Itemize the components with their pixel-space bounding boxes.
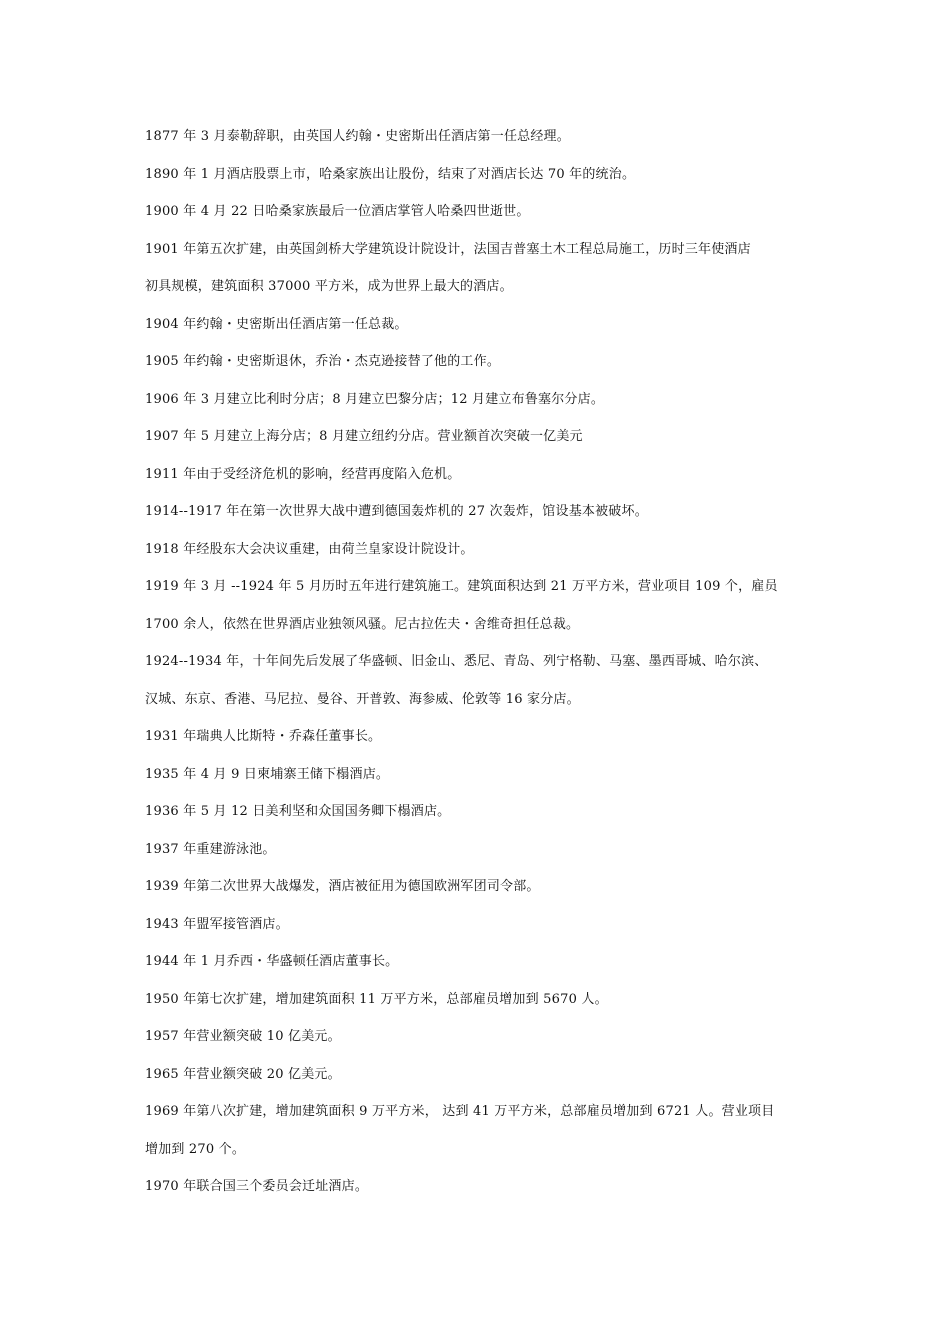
text-line: 1931 年瑞典人比斯特・乔森任董事长。 xyxy=(145,729,382,744)
text-line: 1944 年 1 月乔西・华盛顿任酒店董事长。 xyxy=(145,954,399,969)
text-line: 汉城、东京、香港、马尼拉、曼谷、开普敦、海参威、伦敦等 16 家分店。 xyxy=(145,691,580,707)
text-line: 1935 年 4 月 9 日柬埔寨王储下榻酒店。 xyxy=(145,766,390,782)
text-line: 1937 年重建游泳池。 xyxy=(145,841,276,857)
text-line: 1877 年 3 月泰勒辞职，由英国人约翰・史密斯出任酒店第一任总经理。 xyxy=(145,129,570,144)
text-line: 1905 年约翰・史密斯退休，乔治・杰克逊接替了他的工作。 xyxy=(145,354,501,369)
text-line: 1969 年第八次扩建，增加建筑面积 9 万平方米， 达到 41 万平方米，总部雇员增加到 6721 人。营业项目 xyxy=(145,1104,775,1119)
text-line: 1957 年营业额突破 10 亿美元。 xyxy=(145,1029,341,1044)
text-line: 1914--1917 年在第一次世界大战中遭到德国轰炸机的 27 次轰炸，馆设基本被破坏。 xyxy=(145,504,648,519)
text-line: 1924--1934 年，十年间先后发展了华盛顿、旧金山、悉尼、青岛、列宁格勒、马塞、墨西哥城、哈尔滨、 xyxy=(145,654,768,669)
text-line: 1939 年第二次世界大战爆发，酒店被征用为德国欧洲军团司令部。 xyxy=(145,879,540,894)
text-line: 1900 年 4 月 22 日哈桑家族最后一位酒店掌管人哈桑四世逝世。 xyxy=(145,204,530,219)
text-line: 1901 年第五次扩建，由英国剑桥大学建筑设计院设计，法国吉普塞土木工程总局施工，历时三年使酒店 xyxy=(145,241,751,257)
text-line: 1970 年联合国三个委员会迁址酒店。 xyxy=(145,1179,369,1194)
text-line: 1965 年营业额突破 20 亿美元。 xyxy=(145,1066,341,1082)
text-line: 1919 年 3 月 --1924 年 5 月历时五年进行建筑施工。建筑面积达到 21 万平方米，营业项目 109 个，雇员 xyxy=(145,579,778,594)
text-line: 1906 年 3 月建立比利时分店；8 月建立巴黎分店；12 月建立布鲁塞尔分店。 xyxy=(145,391,605,407)
text-line: 1943 年盟军接管酒店。 xyxy=(145,916,289,932)
document-body xyxy=(145,124,810,1212)
text-line: 1907 年 5 月建立上海分店；8 月建立纽约分店。营业额首次突破一亿美元 xyxy=(145,429,583,444)
text-line: 1700 余人，依然在世界酒店业独领风骚。尼古拉佐夫・舍维奇担任总裁。 xyxy=(145,616,580,632)
text-line: 1918 年经股东大会决议重建，由荷兰皇家设计院设计。 xyxy=(145,541,474,557)
text-line: 增加到 270 个。 xyxy=(145,1141,246,1157)
text-line: 1950 年第七次扩建，增加建筑面积 11 万平方米，总部雇员增加到 5670 人。 xyxy=(145,991,608,1007)
text-line: 初具规模，建筑面积 37000 平方米，成为世界上最大的酒店。 xyxy=(145,279,513,294)
text-line: 1890 年 1 月酒店股票上市，哈桑家族出让股份，结束了对酒店长达 70 年的统治。 xyxy=(145,166,636,182)
text-line: 1936 年 5 月 12 日美利坚和众国国务卿下榻酒店。 xyxy=(145,804,451,819)
text-line: 1904 年约翰・史密斯出任酒店第一任总裁。 xyxy=(145,316,408,332)
text-line: 1911 年由于受经济危机的影响，经营再度陷入危机。 xyxy=(145,466,461,482)
